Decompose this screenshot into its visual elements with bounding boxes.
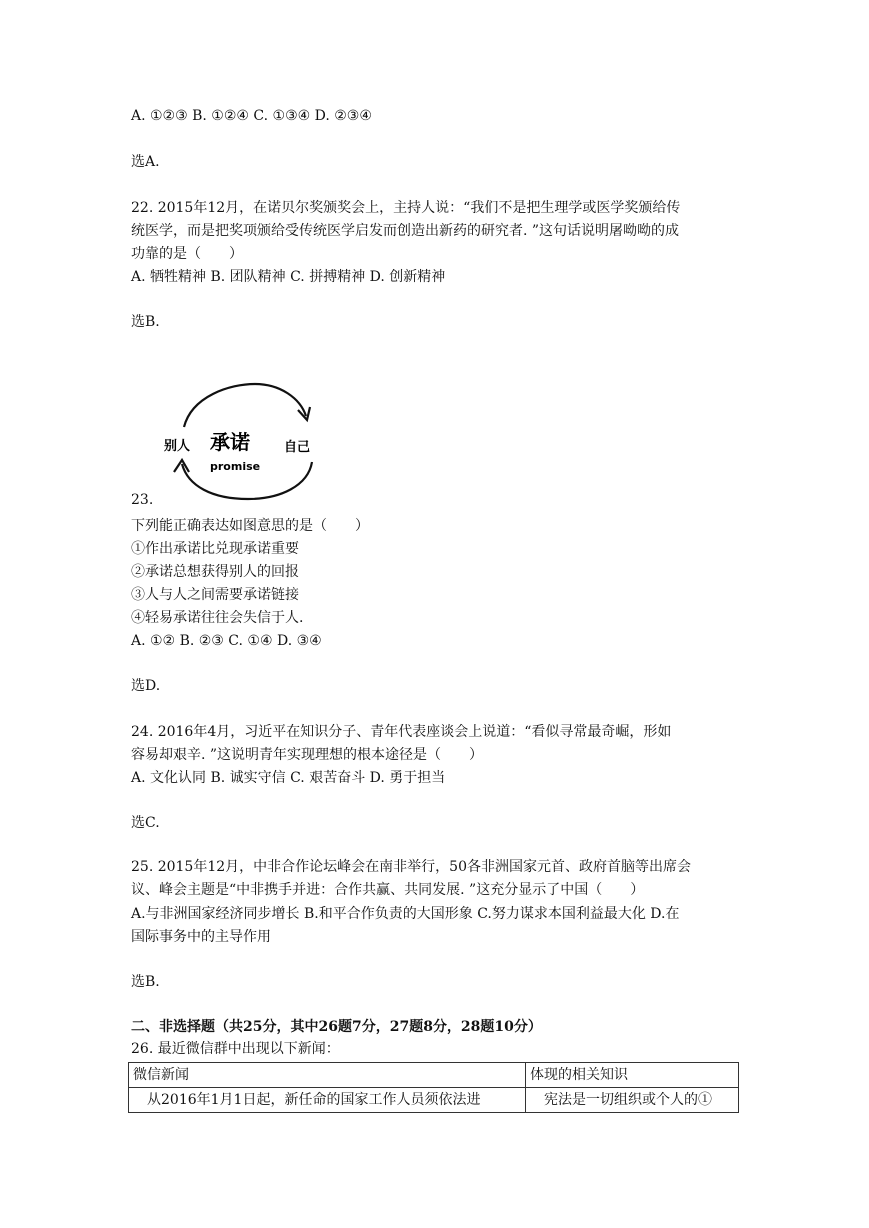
table-row xyxy=(129,1088,739,1113)
q25-answer: 选B. xyxy=(131,974,160,990)
q25-stem-line1: 25. 2015年12月，中非合作论坛峰会在南非举行，50各非洲国家元首、政府首脑等出席会 xyxy=(131,859,691,875)
diagram-center-label: 承诺 xyxy=(210,430,250,454)
q22-stem-line3: 功靠的是（ ） xyxy=(131,246,243,262)
q21-answer: 选A. xyxy=(131,154,160,170)
news-table xyxy=(128,1062,739,1113)
section-heading: 二、非选择题（共25分，其中26题7分，27题8分，28题10分） xyxy=(131,1019,542,1035)
q21-options: A. ①②③ B. ①②④ C. ①③④ D. ②③④ xyxy=(131,108,372,124)
q22-stem-line1: 22. 2015年12月，在诺贝尔奖颁奖会上，主持人说：“我们不是把生理学或医学奖颁给传 xyxy=(131,200,681,216)
table-cell: 从2016年1月1日起，新任命的国家工作人员须依法进 xyxy=(129,1088,526,1113)
q24-answer: 选C. xyxy=(131,815,160,831)
q22-answer: 选B. xyxy=(131,314,160,330)
q26-stem: 26. 最近微信群中出现以下新闻： xyxy=(131,1041,340,1057)
q23-stem: 下列能正确表达如图意思的是（ ） xyxy=(131,518,369,534)
q24-stem-line1: 24. 2016年4月，习近平在知识分子、青年代表座谈会上说道：“看似寻常最奇崛，形如 xyxy=(131,724,672,740)
table-header-cell: 微信新闻 xyxy=(129,1063,526,1088)
table-header-cell: 体现的相关知识 xyxy=(526,1063,739,1088)
q23-item-1: ①作出承诺比兑现承诺重要 xyxy=(131,541,299,557)
diagram-sub-label: promise xyxy=(210,460,261,473)
q23-item-3: ③人与人之间需要承诺链接 xyxy=(131,587,299,603)
q25-options-line2: 国际事务中的主导作用 xyxy=(131,929,271,945)
promise-diagram xyxy=(160,378,326,506)
diagram-left-label: 别人 xyxy=(164,439,191,454)
q24-options: A. 文化认同 B. 诚实守信 C. 艰苦奋斗 D. 勇于担当 xyxy=(131,770,446,786)
q23-options: A. ①② B. ②③ C. ①④ D. ③④ xyxy=(131,633,322,649)
q25-stem-line2: 议、峰会主题是“中非携手并进：合作共赢、共同发展. ”这充分显示了中国（ ） xyxy=(131,882,645,898)
top-arc xyxy=(184,384,306,427)
q23-item-2: ②承诺总想获得别人的回报 xyxy=(131,564,299,580)
q23-item-4: ④轻易承诺往往会失信于人. xyxy=(131,610,304,626)
table-cell: 宪法是一切组织或个人的① xyxy=(526,1088,739,1113)
q23-number: 23. xyxy=(131,492,154,508)
table-header-row xyxy=(129,1063,739,1088)
q23-answer: 选D. xyxy=(131,678,161,694)
q22-stem-line2: 统医学，而是把奖项颁给受传统医学启发而创造出新药的研究者. ”这句话说明屠呦呦的成 xyxy=(131,223,680,239)
q24-stem-line2: 容易却艰辛. ”这说明青年实现理想的根本途径是（ ） xyxy=(131,747,484,763)
diagram-right-label: 自己 xyxy=(284,440,311,455)
q22-options: A. 牺牲精神 B. 团队精神 C. 拼搏精神 D. 创新精神 xyxy=(131,269,446,285)
q25-options-line1: A.与非洲国家经济同步增长 B.和平合作负责的大国形象 C.努力谋求本国利益最大化 D.在 xyxy=(131,906,680,922)
